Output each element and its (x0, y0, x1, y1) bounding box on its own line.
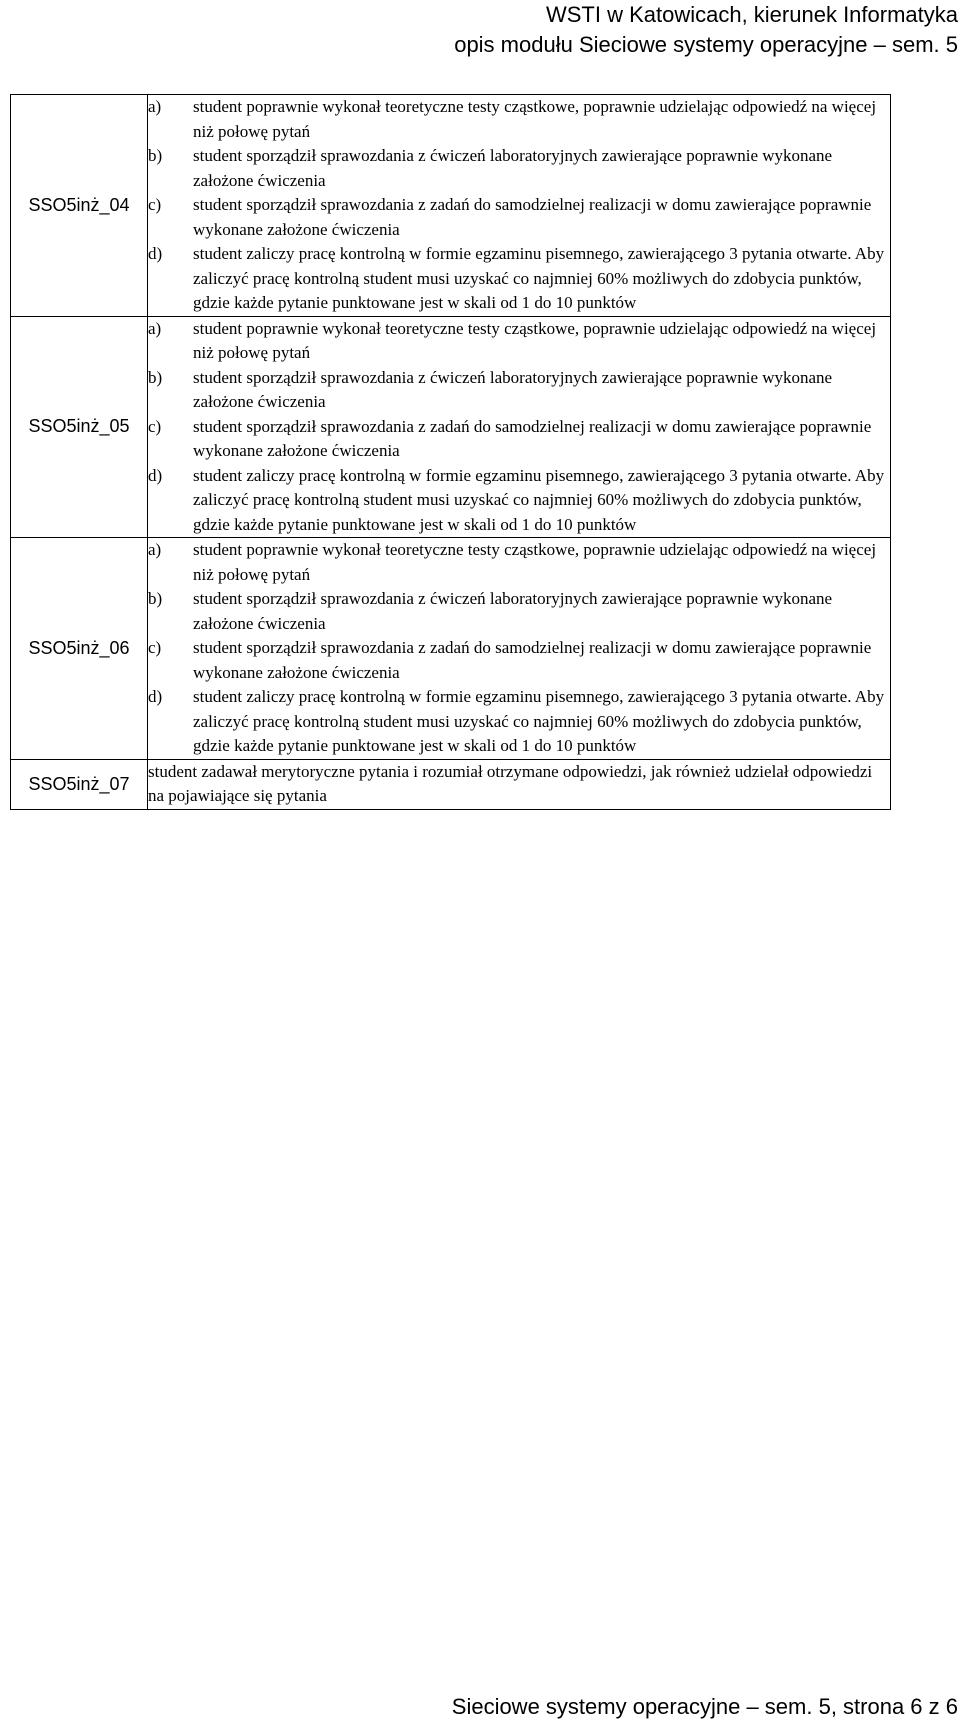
criterion-item (148, 538, 890, 587)
criteria-cell (148, 95, 891, 317)
criterion-item (148, 144, 890, 193)
table-row (11, 95, 891, 317)
page-header (454, 0, 958, 60)
table-row (11, 538, 891, 760)
criteria-cell (148, 759, 891, 809)
table-row (11, 759, 891, 809)
outcome-code: SSO5inż_05 (11, 316, 148, 538)
criterion-letter: a) (148, 97, 162, 116)
outcome-code: SSO5inż_04 (11, 95, 148, 317)
criterion-item (148, 587, 890, 636)
criterion-letter: a) (148, 540, 162, 559)
criterion-text: student sporządził sprawozdania z ćwiczeń laboratoryjnych zawierające poprawnie wykonane założone ćwiczenia (193, 589, 833, 633)
criterion-text: student sporządził sprawozdania z zadań do samodzielnej realizacji w domu zawierające poprawnie wykonane założone ćwiczenia (193, 638, 872, 682)
criterion-text: student sporządził sprawozdania z zadań do samodzielnej realizacji w domu zawierające poprawnie wykonane założone ćwiczenia (193, 195, 872, 239)
criterion-letter: b) (148, 146, 163, 165)
criterion-letter: c) (148, 638, 162, 657)
criterion-item (148, 95, 890, 144)
criterion-text: student zaliczy pracę kontrolną w formie egzaminu pisemnego, zawierającego 3 pytania otwarte. Aby zaliczyć pracę kontrolną student musi uzyskać co najmniej 60% możliwych do zdobycia punktów, gdzie każde pytanie punktowane jest w skali od 1 do 10 punktów (193, 244, 885, 312)
criterion-item (148, 193, 890, 242)
criterion-letter: c) (148, 195, 162, 214)
criterion-text: student zaliczy pracę kontrolną w formie egzaminu pisemnego, zawierającego 3 pytania otwarte. Aby zaliczyć pracę kontrolną student musi uzyskać co najmniej 60% możliwych do zdobycia punktów, gdzie każde pytanie punktowane jest w skali od 1 do 10 punktów (193, 687, 885, 755)
learning-outcomes-table (10, 94, 891, 810)
criterion-item (148, 636, 890, 685)
criterion-text: student poprawnie wykonał teoretyczne testy cząstkowe, poprawnie udzielając odpowiedź na więcej niż połowę pytań (193, 540, 877, 584)
criterion-item (148, 242, 890, 316)
header-module: opis modułu Sieciowe systemy operacyjne – sem. 5 (454, 32, 958, 57)
outcome-code: SSO5inż_06 (11, 538, 148, 760)
criteria-cell (148, 538, 891, 760)
criterion-text: student zadawał merytoryczne pytania i rozumiał otrzymane odpowiedzi, jak również udzielał odpowiedzi na pojawiające się pytania (148, 761, 873, 805)
criterion-letter: d) (148, 687, 163, 706)
criterion-letter: d) (148, 244, 163, 263)
criterion-item (148, 317, 890, 366)
criterion-item (148, 464, 890, 538)
criterion-letter: a) (148, 318, 162, 338)
criterion-text: student poprawnie wykonał teoretyczne testy cząstkowe, poprawnie udzielając odpowiedź na więcej niż połowę pytań (193, 318, 877, 362)
criterion-item (148, 685, 890, 759)
criterion-item (148, 415, 890, 464)
outcome-code: SSO5inż_07 (11, 759, 148, 809)
criterion-letter: c) (148, 416, 162, 436)
criterion-letter: b) (148, 589, 163, 608)
criterion-text: student sporządził sprawozdania z zadań do samodzielnej realizacji w domu zawierające poprawnie wykonane założone ćwiczenia (193, 416, 872, 460)
criterion-letter: b) (148, 367, 163, 387)
criterion-item (148, 366, 890, 415)
page-footer: Sieciowe systemy operacyjne – sem. 5, strona 6 z 6 (451, 1694, 958, 1719)
criterion-text: student poprawnie wykonał teoretyczne testy cząstkowe, poprawnie udzielając odpowiedź na więcej niż połowę pytań (193, 97, 877, 141)
header-institution: WSTI w Katowicach, kierunek Informatyka (545, 2, 958, 27)
table-row (11, 316, 891, 538)
criterion-text: student zaliczy pracę kontrolną w formie egzaminu pisemnego, zawierającego 3 pytania otwarte. Aby zaliczyć pracę kontrolną student musi uzyskać co najmniej 60% możliwych do zdobycia punktów, gdzie każde pytanie punktowane jest w skali od 1 do 10 punktów (193, 465, 885, 534)
criterion-text: student sporządził sprawozdania z ćwiczeń laboratoryjnych zawierające poprawnie wykonane założone ćwiczenia (193, 367, 833, 411)
criterion-text: student sporządził sprawozdania z ćwiczeń laboratoryjnych zawierające poprawnie wykonane założone ćwiczenia (193, 146, 833, 190)
criteria-cell (148, 316, 891, 538)
criterion-letter: d) (148, 465, 163, 485)
